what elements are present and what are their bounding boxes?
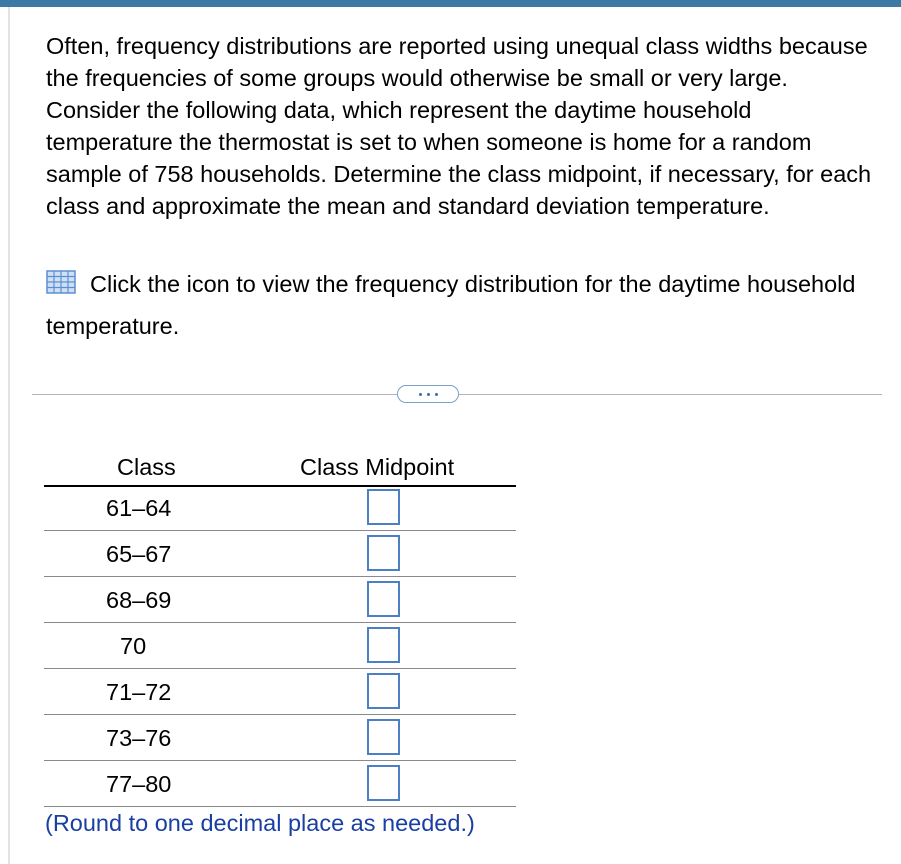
class-cell: 77–80 [106,771,172,797]
row-divider [44,760,516,761]
midpoint-input-row-6[interactable] [367,719,400,755]
midpoint-input-row-2[interactable] [367,535,400,571]
class-cell: 68–69 [106,587,172,613]
rounding-instruction: (Round to one decimal place as needed.) [45,810,475,836]
row-divider [44,622,516,623]
table-grid-icon[interactable] [46,270,90,296]
left-border [8,7,10,864]
table-header-rule [44,485,516,487]
ellipsis-icon [419,393,422,396]
row-divider [44,530,516,531]
class-cell: 65–67 [106,541,172,567]
ellipsis-icon [435,393,438,396]
ellipsis-icon [427,393,430,396]
row-divider [44,668,516,669]
frequency-table-link-label[interactable]: Click the icon to view the frequency distribution for the daytime household temperature. [46,271,856,339]
midpoint-column-header: Class Midpoint [300,454,455,480]
question-text: Often, frequency distributions are reported using unequal class widths because the frequencies of some groups would otherwise be small or very large. Consider the following data, which represent the daytime household temperature the thermostat is set to when someone is home for a random sample of 758 households. Determine the class midpoint, if necessary, for each class and approximate the mean and standard deviation temperature. [46,33,872,219]
midpoint-input-row-7[interactable] [367,765,400,801]
class-cell: 71–72 [106,679,172,705]
row-divider [44,576,516,577]
expand-more-button[interactable] [397,385,459,403]
class-cell: 73–76 [106,725,172,751]
row-divider [44,806,516,807]
midpoint-input-row-1[interactable] [367,489,400,525]
midpoint-input-row-3[interactable] [367,581,400,617]
class-cell: 70 [120,633,147,659]
frequency-table-link[interactable] [46,263,876,347]
top-accent-bar [0,0,901,7]
class-cell: 61–64 [106,495,172,521]
midpoint-input-row-4[interactable] [367,627,400,663]
midpoint-input-row-5[interactable] [367,673,400,709]
row-divider [44,714,516,715]
class-column-header: Class [117,454,176,480]
